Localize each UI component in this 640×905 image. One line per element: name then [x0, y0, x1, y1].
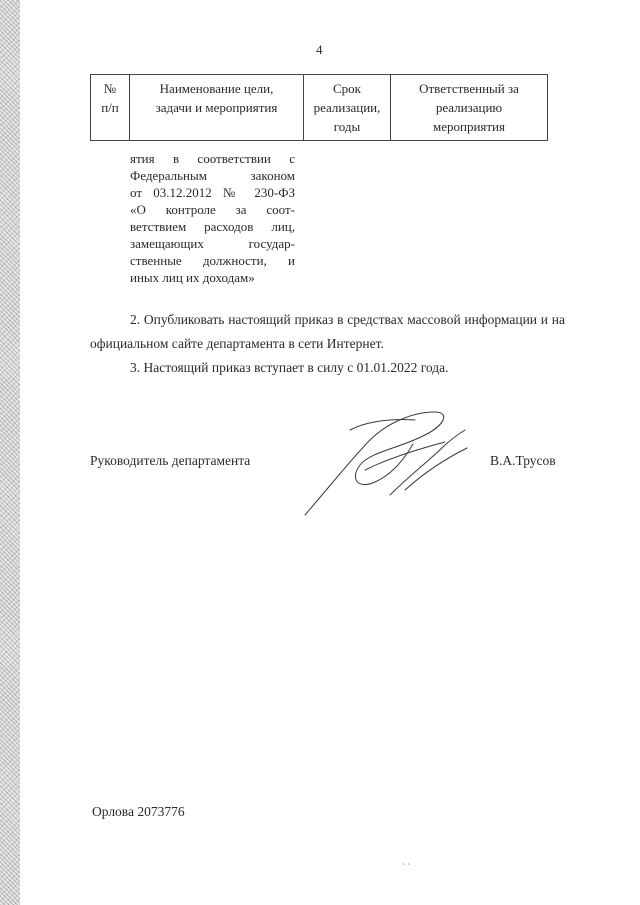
header-number: № п/п: [91, 75, 130, 141]
handwritten-signature: [295, 400, 485, 520]
paragraph-2: 2. Опубликовать настоящий приказ в средствах массовой информации и на официальном сайте департамента в сети Интернет.: [90, 312, 565, 351]
table-continuation-text: ятия в соответствии с Федеральным законом от 03.12.2012 № 230-ФЗ «О контроле за соот- ветствием расходов лиц, замещающих государ- ственные должности, и иных лиц их доходам»: [130, 151, 295, 285]
paragraph-3: 3. Настоящий приказ вступает в силу с 01.01.2022 года.: [130, 360, 449, 375]
author-line: Орлова 2073776: [92, 804, 185, 819]
header-name: Наименование цели, задачи и мероприятия: [130, 75, 304, 141]
scan-edge: [0, 0, 20, 905]
page-number: 4: [316, 42, 323, 57]
header-term: Срок реализации, годы: [304, 75, 391, 141]
signer-role: Руководитель департамента: [90, 453, 251, 468]
table-header-row: [91, 75, 548, 141]
signer-name: В.А.Трусов: [490, 453, 556, 468]
stray-mark: ` `: [402, 862, 411, 872]
plan-table: [90, 74, 548, 141]
header-responsible: Ответственный за реализацию мероприятия: [391, 75, 548, 141]
